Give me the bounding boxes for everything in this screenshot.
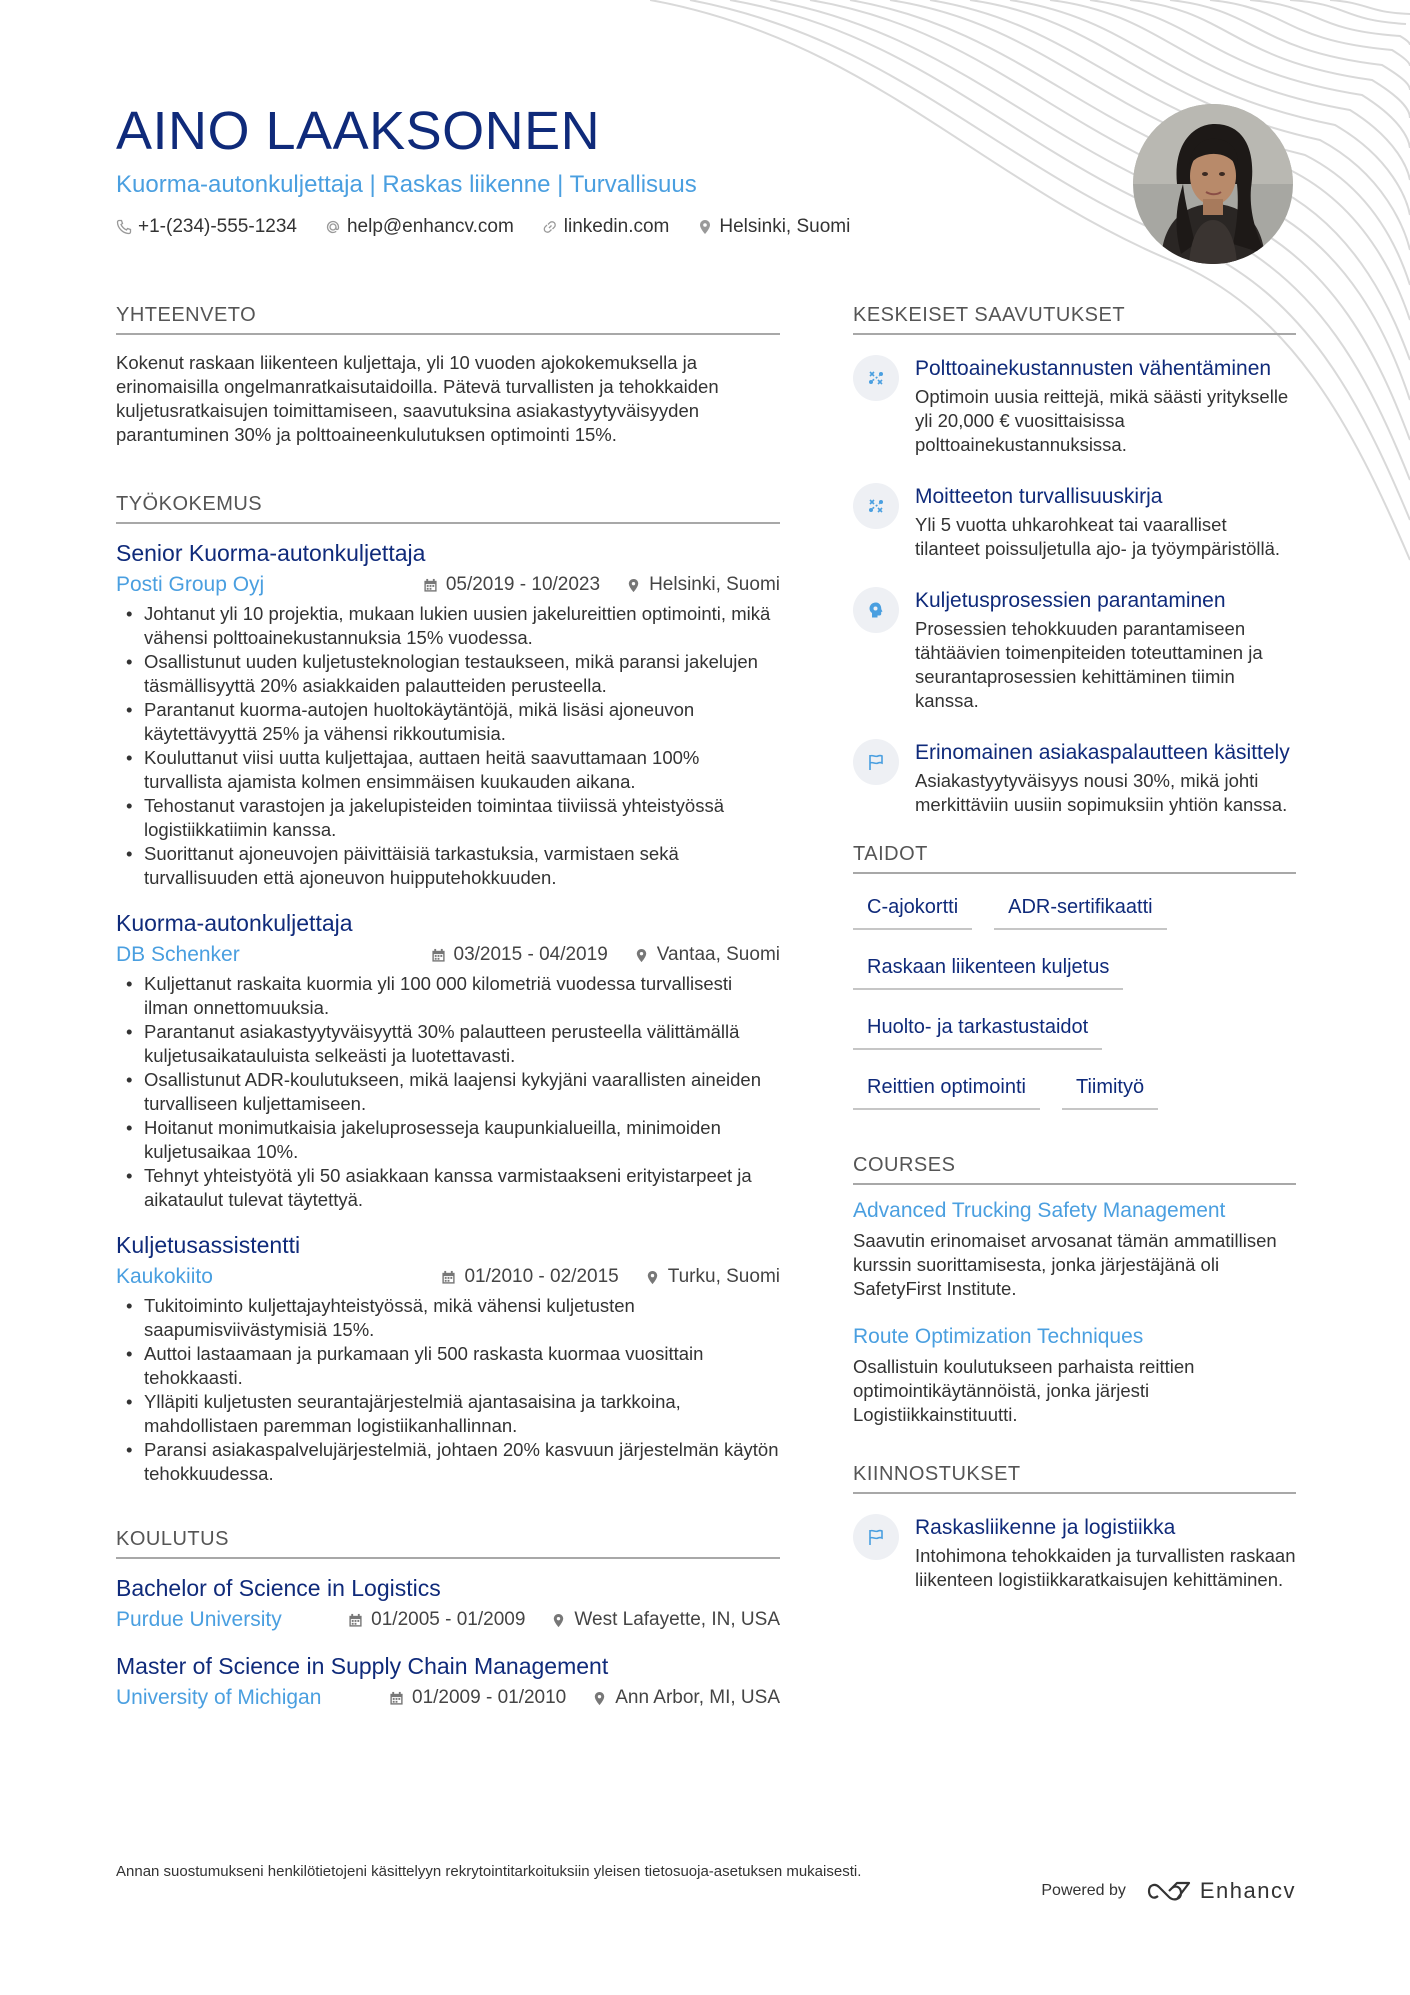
job-bullet: • Tehostanut varastojen ja jakelupisteiden toimintaa tiiviissä yhteistyössä logistiikkatiimin kanssa. (116, 794, 780, 842)
location-pin-icon (645, 1270, 660, 1285)
job-meta (116, 572, 780, 598)
skills-list (853, 888, 1296, 1110)
contact-location (697, 216, 850, 238)
left-column (116, 304, 780, 1711)
job-location (634, 942, 780, 968)
job-entry (116, 1230, 780, 1486)
courses-section (853, 1154, 1296, 1427)
job-bullet: • Kuljettanut raskaita kuormia yli 100 000 kilometriä vuodessa turvallisesti ilman onnettomuuksia. (116, 972, 780, 1020)
brain-icon (853, 587, 899, 633)
profile-photo (1133, 104, 1293, 264)
section-title-courses: COURSES (853, 1154, 1296, 1185)
interest-title: Raskasliikenne ja logistiikka (915, 1516, 1176, 1539)
skill-tag: Raskaan liikenteen kuljetus (853, 948, 1123, 990)
enhancv-logo-icon (1146, 1879, 1192, 1903)
candidate-name: AINO LAAKSONEN (116, 101, 601, 161)
flag-icon (853, 1514, 899, 1560)
achievement-item (853, 587, 1296, 713)
contact-linkedin[interactable] (542, 216, 670, 238)
job-dates-text: 03/2015 - 04/2019 (453, 944, 608, 965)
education-dates-text: 01/2009 - 01/2010 (412, 1687, 567, 1708)
achievement-item (853, 355, 1296, 457)
education-location (592, 1685, 780, 1711)
interest-desc: Intohimona tehokkaiden ja turvallisten raskaan liikenteen logistiikkaratkaisujen kehittäminen. (915, 1545, 1296, 1590)
enhancv-logo (1146, 1878, 1296, 1904)
achievement-title: Kuljetusprosessien parantaminen (915, 589, 1226, 612)
interest-item (853, 1514, 1296, 1592)
job-title: Kuorma-autonkuljettaja (116, 910, 353, 936)
education-meta (116, 1607, 780, 1633)
achievement-item (853, 483, 1296, 561)
skill-tag: C-ajokortti (853, 888, 972, 930)
phone-icon (116, 219, 132, 235)
education-dates-text: 01/2005 - 01/2009 (371, 1609, 526, 1630)
education-entry (116, 1573, 780, 1633)
candidate-headline: Kuorma-autonkuljettaja | Raskas liikenne | Turvallisuus (116, 171, 697, 198)
skill-tag: Tiimityö (1062, 1068, 1158, 1110)
education-meta (116, 1685, 780, 1711)
degree-title: Bachelor of Science in Logistics (116, 1575, 441, 1601)
at-icon (325, 219, 341, 235)
job-dates (431, 942, 608, 968)
section-title-interests: KIINNOSTUKSET (853, 1463, 1296, 1494)
achievement-desc: Prosessien tehokkuuden parantamiseen tähtäävien toimenpiteiden toteuttaminen ja seurantaprosessien kehittäminen tiimin kanssa. (915, 618, 1263, 711)
job-bullet: • Kouluttanut viisi uutta kuljettajaa, auttaen heitä saavuttamaan 100% turvallista ajamista kolmen ensimmäisen kuukauden aikana. (116, 746, 780, 794)
job-location-text: Vantaa, Suomi (656, 944, 780, 965)
contact-row (116, 216, 1116, 238)
contact-email[interactable] (325, 216, 514, 238)
course-desc: Osallistuin koulutukseen parhaista reittien optimointikäytännöistä, jonka järjesti Logistiikkainstituutti. (853, 1356, 1195, 1425)
location-pin-icon (697, 219, 713, 235)
job-dates-text: 05/2019 - 10/2023 (445, 574, 601, 595)
job-bullets (116, 1294, 780, 1486)
job-bullet: • Parantanut kuorma-autojen huoltokäytäntöjä, mikä lisäsi ajoneuvon käytettävyyttä 25% ja vähensi rikkoutumisia. (116, 698, 780, 746)
location-pin-icon (626, 578, 641, 593)
gdpr-consent-text: Annan suostumukseni henkilötietojeni käsittelyyn rekrytointitarkoituksiin yleisen tietosuoja-asetuksen mukaisesti. (116, 1863, 862, 1880)
skills-section (853, 843, 1296, 1110)
course-item (853, 1323, 1296, 1427)
job-bullet: • Suorittanut ajoneuvojen päivittäisiä tarkastuksia, varmistaen sekä turvallisuuden että ajoneuvon huipputehokkuuden. (116, 842, 780, 890)
job-meta (116, 1264, 780, 1290)
course-item (853, 1197, 1296, 1301)
location-pin-icon (634, 948, 649, 963)
school-name: University of Michigan (116, 1686, 322, 1709)
job-bullet: • Paransi asiakaspalvelujärjestelmiä, johtaen 20% kasvuun järjestelmän käytön tehokkuudessa. (116, 1438, 780, 1486)
calendar-icon (431, 948, 446, 963)
school-name: Purdue University (116, 1608, 282, 1631)
job-entry (116, 908, 780, 1212)
skill-tag: ADR-sertifikaatti (994, 888, 1166, 930)
location-pin-icon (551, 1613, 566, 1628)
route-icon (853, 355, 899, 401)
education-entry (116, 1651, 780, 1711)
right-column (853, 304, 1296, 1618)
achievement-title: Erinomainen asiakaspalautteen käsittely (915, 741, 1290, 764)
job-bullet: • Osallistunut uuden kuljetusteknologian testaukseen, mikä paransi jakelujen täsmällisyyttä 20% asiakkaiden palautteiden perusteella. (116, 650, 780, 698)
achievements-section (853, 304, 1296, 817)
experience-section (116, 493, 780, 1486)
job-bullets (116, 972, 780, 1212)
summary-text: Kokenut raskaan liikenteen kuljettaja, yli 10 vuoden ajokokemuksella ja erinomaisilla ongelmanratkaisutaidoilla. Pätevä turvallisten ja tehokkaiden kuljetusratkaisujen toimittamiseen, saavutuksina asiakastyytyväisyyden parantuminen 30% ja polttoaineenkulutuksen optimointi 15%. (116, 352, 719, 445)
resume-header (116, 98, 1116, 238)
education-location-text: Ann Arbor, MI, USA (615, 1687, 780, 1708)
email-text: help@enhancv.com (346, 216, 514, 237)
job-bullet: • Ylläpiti kuljetusten seurantajärjestelmiä ajantasaisina ja tarkkoina, mahdollistaen paremman logistiikanhallinnan. (116, 1390, 780, 1438)
company-name: Kaukokiito (116, 1265, 213, 1288)
degree-title: Master of Science in Supply Chain Management (116, 1653, 609, 1679)
job-bullets (116, 602, 780, 890)
education-dates (348, 1607, 525, 1633)
company-name: Posti Group Oyj (116, 573, 265, 596)
brand-name: Enhancv (1199, 1878, 1296, 1903)
phone-text: +1-(234)-555-1234 (138, 216, 297, 237)
linkedin-text: linkedin.com (563, 216, 670, 237)
job-bullet: • Johtanut yli 10 projektia, mukaan lukien uusien jakelureittien optimointi, mikä vähensi polttoainekustannuksia 15% vuodessa. (116, 602, 780, 650)
job-location-text: Helsinki, Suomi (649, 574, 780, 595)
education-dates (389, 1685, 566, 1711)
section-title-experience: TYÖKOKEMUS (116, 493, 780, 524)
link-icon (542, 219, 558, 235)
job-title: Senior Kuorma-autonkuljettaja (116, 540, 426, 566)
course-title: Route Optimization Techniques (853, 1325, 1144, 1348)
route-icon (853, 483, 899, 529)
job-bullet: • Hoitanut monimutkaisia jakeluprosesseja kaupunkialueilla, minimoiden kuljetusaikaa 10%. (116, 1116, 780, 1164)
calendar-icon (423, 578, 438, 593)
section-title-education: KOULUTUS (116, 1528, 780, 1559)
education-section (116, 1528, 780, 1711)
job-dates (441, 1264, 618, 1290)
achievement-desc: Yli 5 vuotta uhkarohkeat tai vaaralliset tilanteet poissuljetulla ajo- ja työympäristöllä. (915, 514, 1281, 559)
course-desc: Saavutin erinomaiset arvosanat tämän ammatillisen kurssin suorittamisesta, jonka järjestäjänä oli SafetyFirst Institute. (853, 1230, 1277, 1299)
job-dates (423, 572, 600, 598)
education-location (551, 1607, 780, 1633)
location-text: Helsinki, Suomi (719, 216, 851, 237)
job-bullet: • Tukitoiminto kuljettajayhteistyössä, mikä vähensi kuljetusten saapumisviivästymisiä 15%. (116, 1294, 780, 1342)
summary-section (116, 304, 780, 447)
job-dates-text: 01/2010 - 02/2015 (464, 1266, 619, 1287)
job-meta (116, 942, 780, 968)
course-title: Advanced Trucking Safety Management (853, 1199, 1226, 1222)
interests-section (853, 1463, 1296, 1592)
calendar-icon (389, 1691, 404, 1706)
achievement-item (853, 739, 1296, 817)
job-location (645, 1264, 780, 1290)
company-name: DB Schenker (116, 943, 240, 966)
job-location (626, 572, 780, 598)
job-bullet: • Tehnyt yhteistyötä yli 50 asiakkaan kanssa varmistaakseni erityistarpeet ja aikataulut tulevat täytettyä. (116, 1164, 780, 1212)
job-bullet: • Osallistunut ADR-koulutukseen, mikä laajensi kykyjäni vaarallisten aineiden turvalliseen kuljettamiseen. (116, 1068, 780, 1116)
job-entry (116, 538, 780, 890)
job-bullet: • Auttoi lastaamaan ja purkamaan yli 500 raskasta kuormaa vuosittain tehokkaasti. (116, 1342, 780, 1390)
achievement-title: Moitteeton turvallisuuskirja (915, 485, 1163, 508)
calendar-icon (441, 1270, 456, 1285)
achievement-desc: Optimoin uusia reittejä, mikä säästi yritykselle yli 20,000 € vuosittaisissa polttoainekustannuksissa. (915, 386, 1289, 455)
job-bullet: • Parantanut asiakastyytyväisyyttä 30% palautteen perusteella välittämällä kuljetusaikatauluista selkeästi ja luotettavasti. (116, 1020, 780, 1068)
section-title-skills: TAIDOT (853, 843, 1296, 874)
job-title: Kuljetusassistentti (116, 1232, 301, 1258)
achievement-desc: Asiakastyytyväisyys nousi 30%, mikä johti merkittäviin uusiin sopimuksiin yhtiön kanssa. (915, 770, 1288, 815)
calendar-icon (348, 1613, 363, 1628)
powered-by[interactable] (1041, 1878, 1296, 1904)
flag-icon (853, 739, 899, 785)
education-location-text: West Lafayette, IN, USA (574, 1609, 780, 1630)
job-location-text: Turku, Suomi (667, 1266, 780, 1287)
skill-tag: Reittien optimointi (853, 1068, 1040, 1110)
achievement-title: Polttoainekustannusten vähentäminen (915, 357, 1272, 380)
section-title-achievements: KESKEISET SAAVUTUKSET (853, 304, 1296, 335)
skill-tag: Huolto- ja tarkastustaidot (853, 1008, 1102, 1050)
contact-phone[interactable] (116, 216, 297, 238)
powered-by-label: Powered by (1041, 1882, 1126, 1899)
section-title-summary: YHTEENVETO (116, 304, 780, 335)
location-pin-icon (592, 1691, 607, 1706)
page-footer (116, 1862, 1296, 1904)
